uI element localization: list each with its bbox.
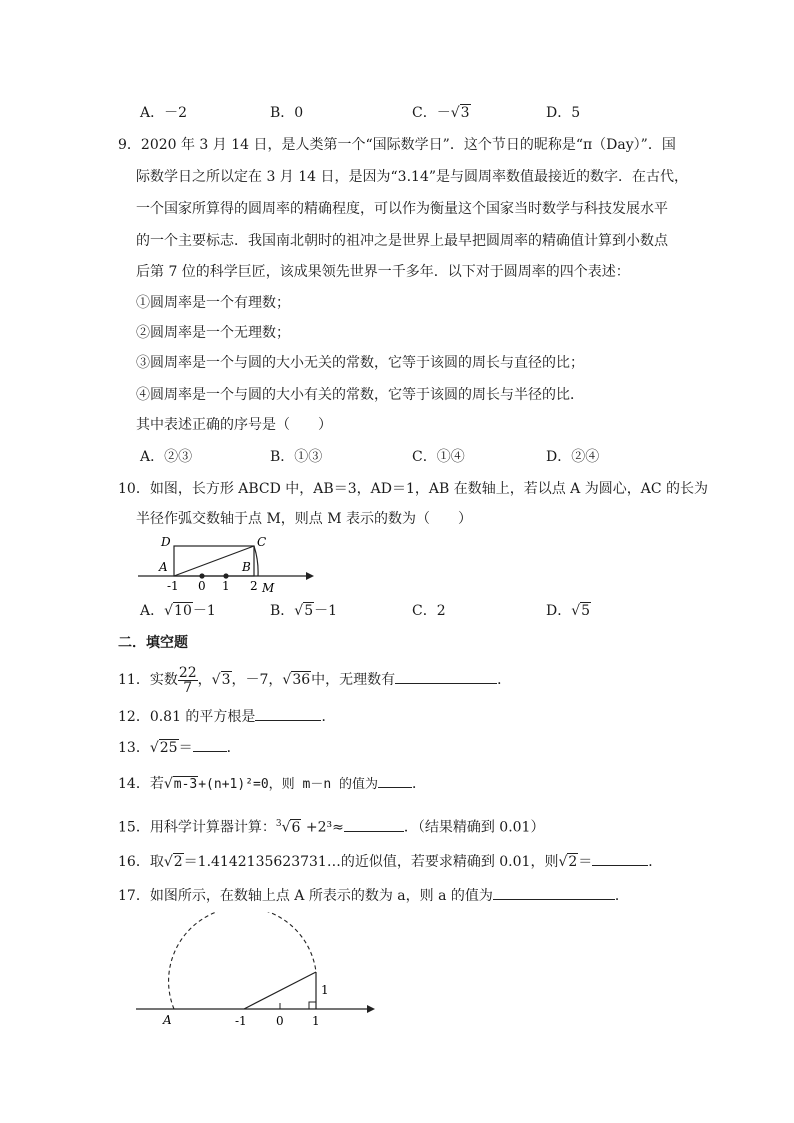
q10-label-A: A (159, 560, 168, 574)
q10-line-2: 半径作弧交数轴于点 M，则点 M 表示的数为（ ） (136, 511, 473, 527)
q16: 16．取√2＝1.4142135623731…的近似值，若要求精确到 0.01，则√2＝ ． (118, 851, 662, 872)
q10-tick-0: 0 (198, 579, 206, 593)
q9-line-1: 9．2020 年 3 月 14 日，是人类第一个“国际数学日”．这个节日的昵称是“π（Day）”．国 (118, 137, 676, 153)
q17-dashed-arc (169, 912, 316, 1009)
q9-statement-2: ②圆周率是一个无理数； (136, 325, 290, 341)
q14-answer-blank[interactable] (378, 773, 412, 788)
q8-option-a: A．－2 (140, 105, 188, 121)
q10-label-C: C (257, 535, 267, 549)
q9-option-d: D．②④ (546, 449, 600, 465)
q9-statement-1: ①圆周率是一个有理数； (136, 295, 290, 311)
q17-label-A: A (163, 1013, 172, 1027)
q14: 14．若√m-3+(n+1)²=0，则 m－n 的值为 ． (118, 773, 426, 795)
q17-figure (136, 912, 376, 1030)
q10-figure (136, 532, 320, 594)
q10-option-b: B．√5－1 (270, 603, 338, 619)
q12: 12．0.81 的平方根是 ． (118, 706, 335, 727)
q10-label-D: D (161, 535, 171, 549)
q10-option-d: D．√5 (546, 603, 591, 619)
q10-arc (254, 546, 258, 576)
q10-option-a: A．√10－1 (140, 603, 216, 619)
q17-tick-0: 0 (276, 1014, 284, 1028)
q16-answer-blank[interactable] (592, 851, 648, 866)
q10-tick-2: 2 (250, 579, 258, 593)
q10-label-B: B (242, 560, 251, 574)
q9-option-a: A．②③ (140, 449, 193, 465)
q13-answer-blank[interactable] (193, 737, 227, 752)
q17-right-angle-mark (309, 1002, 316, 1009)
q11: 11．实数 $\frac{22}{7}$ ，√3，－7，√36中，无理数有 ． (118, 664, 512, 696)
q9-option-b: B．①③ (270, 449, 323, 465)
q10-label-M: M (262, 581, 275, 594)
q10-option-c: C．2 (412, 603, 446, 619)
q9-line-5: 后第 7 位的科学巨匠，该成果领先世界一千多年．以下对于圆周率的四个表述： (136, 264, 630, 280)
q17-height-label: 1 (321, 983, 329, 997)
q13: 13．√25＝ ． (118, 737, 241, 758)
q11-answer-blank[interactable] (395, 669, 497, 684)
q9-statement-3: ③圆周率是一个与圆的大小无关的常数，它等于该圆的周长与直径的比； (136, 355, 584, 371)
q12-answer-blank[interactable] (255, 706, 321, 721)
q8-option-b: B．0 (270, 105, 304, 121)
q9-line-4: 的一个主要标志．我国南北朝时的祖冲之是世界上最早把圆周率的精确值计算到小数点 (136, 233, 668, 249)
q11-fraction: $\frac{22}{7}$ (178, 664, 197, 696)
q17: 17．如图所示，在数轴上点 A 所表示的数为 a，则 a 的值为 ． (118, 885, 629, 906)
q9-line-2: 际数学日之所以定在 3 月 14 日，是因为“3.14”是与圆周率数值最接近的数字．在古代， (136, 169, 689, 185)
q8-option-d: D．5 (546, 105, 581, 121)
q10-tick-1: 1 (222, 579, 230, 593)
q9-question: 其中表述正确的序号是（ ） (136, 417, 332, 433)
q17-tick-neg1: -1 (235, 1014, 247, 1028)
q17-tick-1: 1 (312, 1014, 320, 1028)
q10-tick-neg1: -1 (167, 579, 179, 593)
q10-point-0 (199, 573, 204, 578)
q8-option-c: C．－√3 (412, 105, 470, 121)
q15: 15．用科学计算器计算：$^3$√6 +2³≈ ．（结果精确到 0.01） (118, 814, 544, 838)
q15-answer-blank[interactable] (344, 817, 404, 832)
section-heading-fill-in: 二．填空题 (118, 635, 188, 651)
q17-axis-arrow (367, 1005, 375, 1013)
q9-line-3: 一个国家所算得的圆周率的精确程度，可以作为衡量这个国家当时数学与科技发展水平 (136, 201, 668, 217)
q10-point-1 (223, 573, 228, 578)
q9-statement-4: ④圆周率是一个与圆的大小有关的常数，它等于该圆的周长与半径的比． (136, 387, 584, 403)
q10-axis-arrow (306, 572, 314, 580)
q9-option-c: C．①④ (412, 449, 465, 465)
q10-line-1: 10．如图，长方形 ABCD 中，AB＝3，AD＝1，AB 在数轴上，若以点 A 为圆心，AC 的长为 (118, 481, 708, 497)
q17-answer-blank[interactable] (493, 885, 615, 900)
